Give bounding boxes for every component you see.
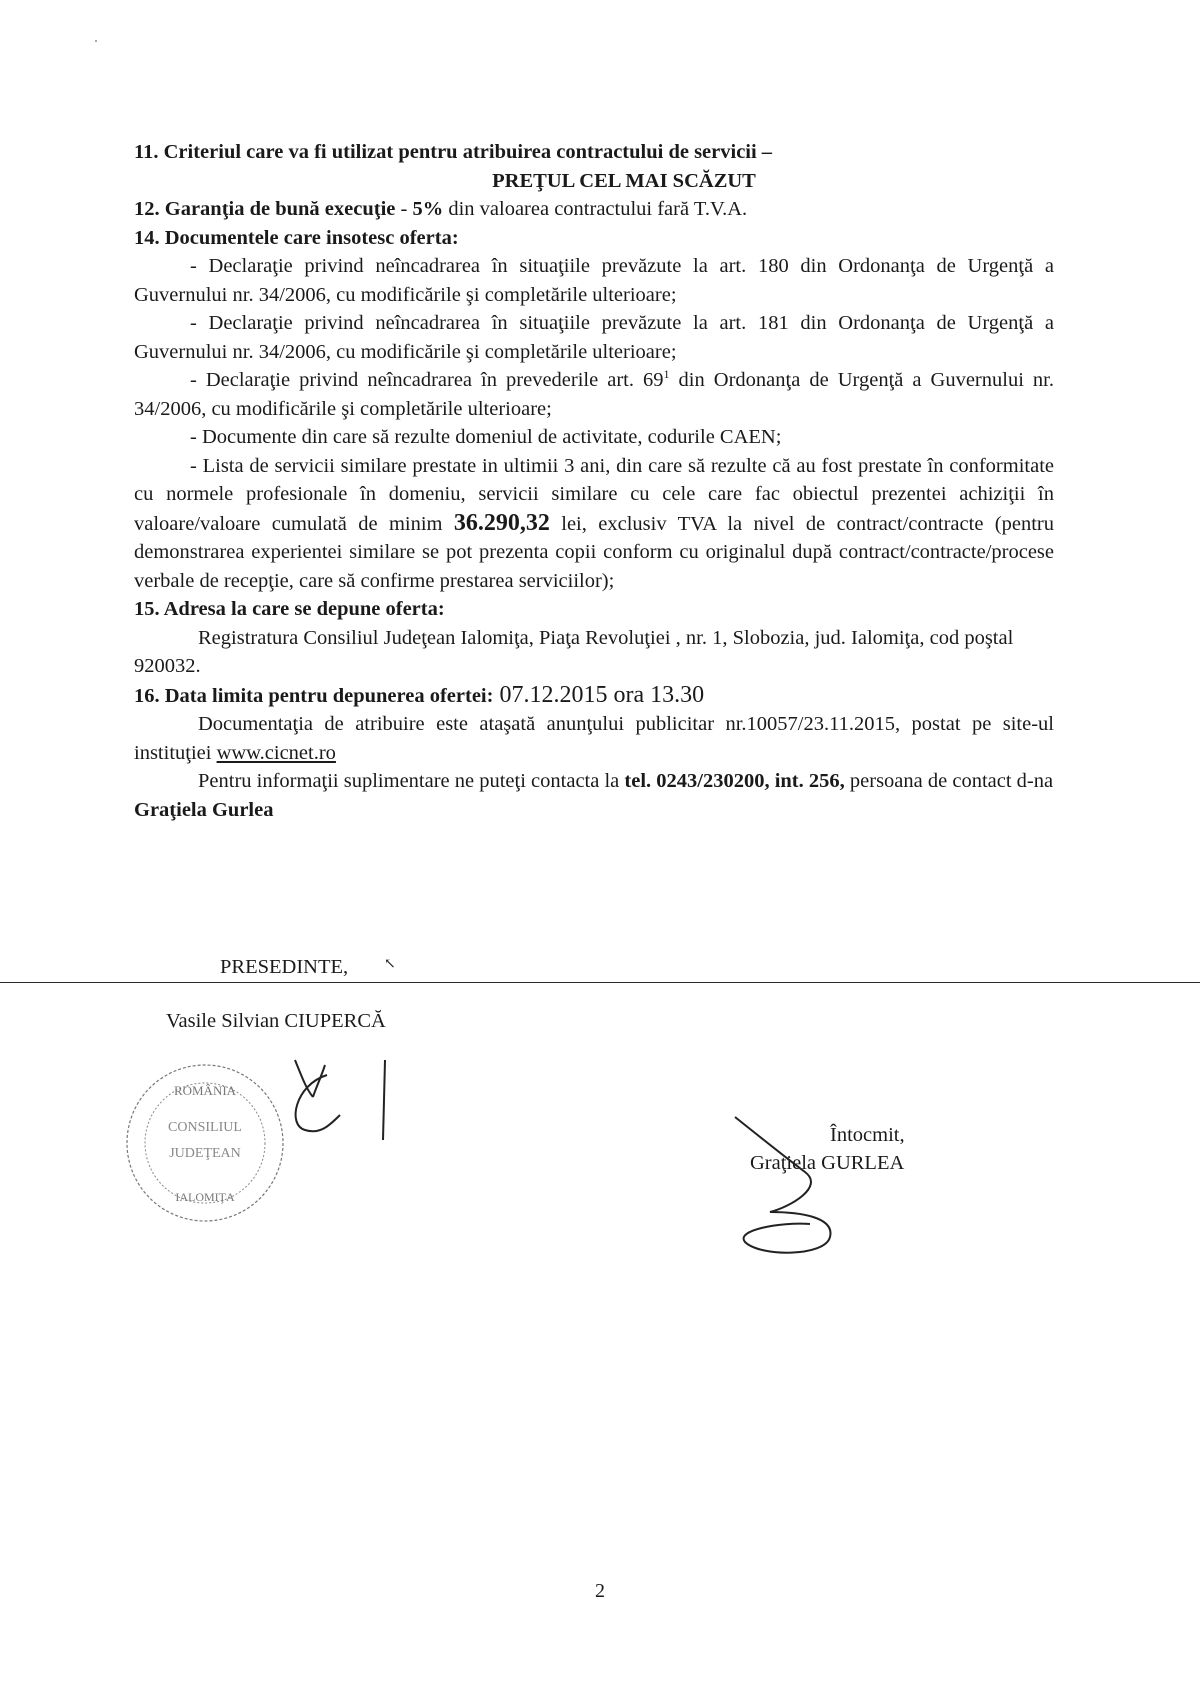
section-14-item-1: - Declaraţie privind neîncadrarea în situaţiile prevăzute la art. 180 din Ordonanţa de Urgenţă a Guvernului nr. 34/2006, cu modificările şi completările ulterioare; — [134, 255, 1054, 306]
section-14-item-5 — [134, 452, 1054, 596]
section-12-sep: - — [395, 198, 413, 220]
section-14-item-2: - Declaraţie privind neîncadrarea în situaţiile prevăzute la art. 181 din Ordonanţa de Urgenţă a Guvernului nr. 34/2006, cu modificările şi completările ulterioare; — [134, 312, 1054, 363]
section-14-item-3-text-a: - Declaraţie privind neîncadrarea în prevederile art. 69 — [190, 369, 664, 391]
section-12-percent: 5% — [412, 198, 444, 220]
section-11-heading: 11. Criteriul care va fi utilizat pentru atribuirea contractului de servicii – — [134, 141, 773, 163]
mouse-cursor-icon: ↖ — [384, 957, 396, 972]
section-15-heading: 15. Adresa la care se depune oferta: — [134, 598, 445, 620]
stamp-text-bottom: IALOMIŢA — [175, 1190, 235, 1204]
prepared-by-label: Întocmit, — [830, 1124, 905, 1146]
official-stamp — [120, 1055, 290, 1230]
section-14-item-5-text-b: lei, exclusiv TVA la nivel de contract/contracte (pentru demonstrarea experientei similare se pot prezenta copii conform cu originalul după contract/contracte/procese verbale de recepţie, care să confirme prestarea serviciilor); — [134, 512, 1054, 592]
section-11-value: PREŢUL CEL MAI SCĂZUT — [492, 169, 756, 192]
section-14-item-4: - Documente din care să rezulte domeniul de activitate, codurile CAEN; — [190, 426, 782, 448]
stamp-text-mid-1: CONSILIUL — [168, 1120, 242, 1135]
section-16-documentation-text: Documentaţia de atribuire este ataşată anunţului publicitar nr.10057/23.11.2015, postat pe site-ul instituţiei — [134, 713, 1054, 764]
section-15-address: Registratura Consiliul Judeţean Ialomiţa, Piaţa Revoluţiei , nr. 1, Slobozia, jud. Ialomiţa, cod poştal 920032. — [134, 626, 1014, 677]
section-14-item-5-text-a: - Lista de servicii similare prestate in ultimii 3 ani, din care să rezulte că au fost prestate în conformitate cu normele profesionale în domeniu, servicii similare cu cele care fac obiectul prezentei achiziţii în valoare/valoare cumulată de minim — [134, 454, 1054, 535]
section-12-heading: 12. Garanţia de bună execuţie — [134, 198, 396, 220]
section-16-contact-text-b: persoana de contact d-na — [844, 770, 1054, 792]
section-16-heading: 16. Data limita pentru depunerea ofertei: — [134, 684, 494, 707]
section-16-documentation — [134, 710, 1054, 767]
section-14-item-3-sup: 1 — [663, 367, 670, 382]
section-14-heading: 14. Documentele care insotesc oferta: — [134, 226, 459, 249]
president-signature — [285, 1055, 415, 1155]
section-16-contact — [134, 767, 1054, 824]
section-16-line — [134, 681, 1054, 711]
president-name: Vasile Silvian CIUPERCĂ — [166, 1010, 386, 1032]
contact-phone: tel. 0243/230200, int. 256, — [624, 770, 845, 792]
stamp-text-mid-2: JUDEŢEAN — [169, 1146, 241, 1161]
stamp-inner-ring — [145, 1083, 265, 1203]
horizontal-rule — [0, 982, 1200, 983]
section-16-deadline: 07.12.2015 ora 13.30 — [493, 681, 705, 708]
document-body — [134, 138, 1054, 824]
section-12 — [134, 195, 1054, 224]
page-number: 2 — [595, 1580, 605, 1602]
site-link[interactable]: www.cicnet.ro — [216, 741, 336, 764]
section-14-item-3-text-b: din Ordonanţa de Urgenţă a Guvernului nr. 34/2006, cu modificările şi completările ulterioare; — [134, 369, 1054, 420]
section-16-contact-text-a: Pentru informaţii suplimentare ne puteţi contacta la — [198, 770, 625, 792]
section-12-rest: din valoarea contractului fară T.V.A. — [443, 198, 748, 220]
scan-speck — [95, 40, 97, 42]
president-title: PRESEDINTE, — [220, 956, 349, 978]
prepared-by-name: Graţiela GURLEA — [750, 1152, 905, 1174]
section-14-item-3 — [134, 366, 1054, 423]
stamp-text-top: ROMÂNIA — [173, 1083, 237, 1098]
contact-person: Graţiela Gurlea — [134, 798, 274, 821]
section-14-item-5-amount: 36.290,32 — [453, 509, 550, 536]
prepared-by-signature — [730, 1112, 870, 1262]
